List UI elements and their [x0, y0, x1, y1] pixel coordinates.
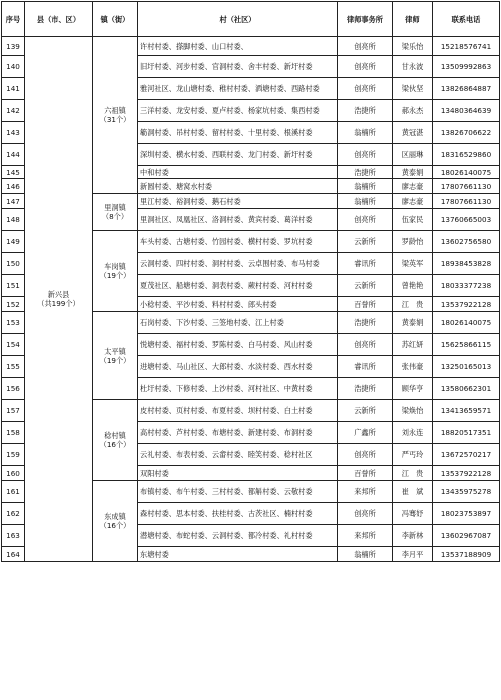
row-seq: 142: [2, 100, 25, 122]
row-lawyer: 罗龄怡: [393, 231, 433, 253]
town-cell-count: （16个）: [99, 521, 131, 530]
row-seq: 141: [2, 78, 25, 100]
header-town: 镇（街）: [93, 2, 138, 37]
row-village: 布镇村委、布午村委、三村村委、都斛村委、云敬村委: [138, 481, 338, 503]
row-village: 小稔村委、平沙村委、料村村委、郎头村委: [138, 297, 338, 312]
row-firm: 创亮所: [338, 334, 393, 356]
row-village: 高村村委、芦村村委、布塘村委、新建村委、布洞村委: [138, 422, 338, 444]
row-firm: 创亮所: [338, 37, 393, 56]
town-cell-name: 太平镇: [104, 346, 126, 356]
row-phone: 13435975278: [433, 481, 500, 503]
table-body: [2, 37, 500, 562]
row-village: 三洋村委、龙安村委、夏卢村委、杨家坑村委、集西村委: [138, 100, 338, 122]
row-village: 皮村村委、页村村委、布夏村委、坝村村委、白土村委: [138, 400, 338, 422]
row-lawyer: 廖志豪: [393, 179, 433, 194]
row-village: 东塘村委: [138, 547, 338, 562]
row-seq: 157: [2, 400, 25, 422]
row-lawyer: 张伟豪: [393, 356, 433, 378]
table-row: [2, 37, 500, 56]
header-firm: 律师事务所: [338, 2, 393, 37]
header-lawyer: 律师: [393, 2, 433, 37]
town-cell-count: （19个）: [99, 271, 131, 280]
row-seq: 156: [2, 378, 25, 400]
row-lawyer: 顾华亨: [393, 378, 433, 400]
row-phone: 18820517351: [433, 422, 500, 444]
row-village: 杜圩村委、下修村委、上沙村委、河村社区、中黄村委: [138, 378, 338, 400]
row-lawyer: 甘永波: [393, 56, 433, 78]
row-phone: 18023753897: [433, 503, 500, 525]
row-lawyer: 廖志豪: [393, 194, 433, 209]
page: [1, 1, 500, 562]
row-lawyer: 区丽琳: [393, 144, 433, 166]
row-firm: 睿讯所: [338, 253, 393, 275]
row-lawyer: 伍家民: [393, 209, 433, 231]
row-village: 雅河社区、龙山塘村委、稚村村委、洒塘村委、西路村委: [138, 78, 338, 100]
row-firm: 创亮所: [338, 209, 393, 231]
row-firm: 浩捷所: [338, 312, 393, 334]
town-cell: [93, 312, 138, 400]
row-lawyer: 李新林: [393, 525, 433, 547]
row-phone: 18026140075: [433, 166, 500, 179]
row-phone: 15218576741: [433, 37, 500, 56]
row-seq: 140: [2, 56, 25, 78]
town-cell: [93, 400, 138, 481]
row-firm: 浩捷所: [338, 166, 393, 179]
row-lawyer: 梁英军: [393, 253, 433, 275]
town-cell: [93, 481, 138, 562]
row-village: 潜塘村委、布蛇村委、云洞村委、都冷村委、礼村村委: [138, 525, 338, 547]
row-firm: 创亮所: [338, 503, 393, 525]
row-phone: 15625866115: [433, 334, 500, 356]
row-seq: 143: [2, 122, 25, 144]
town-cell-name: 车岗镇: [104, 262, 126, 271]
row-lawyer: 崔 斌: [393, 481, 433, 503]
row-firm: 浩捷所: [338, 378, 393, 400]
town-cell-count: （19个）: [99, 355, 131, 365]
row-seq: 146: [2, 179, 25, 194]
row-firm: 翁楠所: [338, 194, 393, 209]
row-seq: 153: [2, 312, 25, 334]
county-cell: [25, 37, 93, 562]
row-village: 云礼村委、布表村委、云畲村委、睦笑村委、稔村社区: [138, 444, 338, 466]
header-seq: 序号: [2, 2, 25, 37]
row-firm: 百誉所: [338, 297, 393, 312]
row-phone: 13580662301: [433, 378, 500, 400]
row-village: 深圳村委、横水村委、西联村委、龙门村委、新圩村委: [138, 144, 338, 166]
row-lawyer: 曾艳艳: [393, 275, 433, 297]
row-seq: 154: [2, 334, 25, 356]
town-cell-name: 六祖镇: [104, 106, 126, 115]
row-firm: 创亮所: [338, 444, 393, 466]
row-firm: 翁楠所: [338, 179, 393, 194]
row-lawyer: 严丐玲: [393, 444, 433, 466]
row-lawyer: 冯骞妤: [393, 503, 433, 525]
row-phone: 18938453828: [433, 253, 500, 275]
town-cell-name: 稔村镇: [104, 431, 126, 440]
row-firm: 翁楠所: [338, 547, 393, 562]
row-lawyer: 江 贵: [393, 297, 433, 312]
row-seq: 151: [2, 275, 25, 297]
town-cell: [93, 231, 138, 312]
row-phone: 18026140075: [433, 312, 500, 334]
row-firm: 浩捷所: [338, 100, 393, 122]
row-firm: 创亮所: [338, 78, 393, 100]
header-row: [2, 2, 500, 37]
row-phone: 18316529860: [433, 144, 500, 166]
row-phone: 18033377238: [433, 275, 500, 297]
row-lawyer: 江 贵: [393, 466, 433, 481]
town-cell-name: 东成镇: [104, 512, 126, 521]
row-village: 双阳村委: [138, 466, 338, 481]
row-phone: 17807661130: [433, 194, 500, 209]
row-firm: 睿讯所: [338, 356, 393, 378]
row-lawyer: 黄冠湛: [393, 122, 433, 144]
row-phone: 13602967087: [433, 525, 500, 547]
row-lawyer: 郝永杰: [393, 100, 433, 122]
row-lawyer: 梁伙坚: [393, 78, 433, 100]
header-phone: 联系电话: [433, 2, 500, 37]
row-seq: 145: [2, 166, 25, 179]
row-firm: 云新所: [338, 231, 393, 253]
row-firm: 云新所: [338, 275, 393, 297]
row-phone: 13413659571: [433, 400, 500, 422]
row-village: 夏茂社区、船塘村委、洞表村委、蕨村村委、河村村委: [138, 275, 338, 297]
row-phone: 13537922128: [433, 466, 500, 481]
row-seq: 161: [2, 481, 25, 503]
row-seq: 159: [2, 444, 25, 466]
town-cell-count: （31个）: [99, 115, 131, 124]
row-seq: 163: [2, 525, 25, 547]
row-phone: 13537188909: [433, 547, 500, 562]
row-village: 簕洞村委、吊村村委、留村村委、十里村委、根溪村委: [138, 122, 338, 144]
row-seq: 139: [2, 37, 25, 56]
row-village: 中和村委: [138, 166, 338, 179]
town-cell: [93, 194, 138, 231]
row-seq: 160: [2, 466, 25, 481]
row-lawyer: 梁焕怡: [393, 400, 433, 422]
row-firm: 云新所: [338, 400, 393, 422]
row-village: 车头村委、古塘村委、竹园村委、横村村委、罗坑村委: [138, 231, 338, 253]
row-seq: 152: [2, 297, 25, 312]
row-firm: 创亮所: [338, 56, 393, 78]
row-phone: 13826864887: [433, 78, 500, 100]
row-phone: 13509992863: [433, 56, 500, 78]
row-village: 旧圩村委、河步村委、官洞村委、舍丰村委、新圩村委: [138, 56, 338, 78]
row-seq: 164: [2, 547, 25, 562]
county-cell-count: （共199个）: [37, 299, 80, 308]
row-firm: 翁楠所: [338, 122, 393, 144]
row-seq: 158: [2, 422, 25, 444]
row-phone: 17807661130: [433, 179, 500, 194]
row-lawyer: 李月平: [393, 547, 433, 562]
town-cell-name: 里洞镇: [104, 203, 126, 212]
row-lawyer: 刘永连: [393, 422, 433, 444]
town-cell: [93, 37, 138, 194]
county-cell-name: 新兴县: [47, 290, 70, 299]
row-phone: 13826706622: [433, 122, 500, 144]
row-lawyer: 梁乐怡: [393, 37, 433, 56]
row-village: 里洞社区、凤凰社区、洛洞村委、黄宾村委、葛洋村委: [138, 209, 338, 231]
row-seq: 155: [2, 356, 25, 378]
row-seq: 162: [2, 503, 25, 525]
row-phone: 13602756580: [433, 231, 500, 253]
row-firm: 百誉所: [338, 466, 393, 481]
header-county: 县（市、区）: [25, 2, 93, 37]
row-village: 里江村委、裕洞村委、鹅石村委: [138, 194, 338, 209]
row-seq: 147: [2, 194, 25, 209]
lawyer-assignment-table: [1, 1, 500, 562]
row-firm: 创亮所: [338, 144, 393, 166]
row-lawyer: 黄泰娟: [393, 166, 433, 179]
row-seq: 148: [2, 209, 25, 231]
row-seq: 150: [2, 253, 25, 275]
row-village: 许村村委、搽脚村委、山口村委、: [138, 37, 338, 56]
row-firm: 广鑫所: [338, 422, 393, 444]
row-village: 进塘村委、马山社区、大郎村委、水淡村委、西水村委: [138, 356, 338, 378]
header-village: 村（社区）: [138, 2, 338, 37]
row-village: 石岗村委、下沙村委、三签地村委、江上村委: [138, 312, 338, 334]
row-phone: 13537922128: [433, 297, 500, 312]
row-village: 森村村委、思本村委、扶桂村委、古茨社区、楠村村委: [138, 503, 338, 525]
row-village: 悦塘村委、福村村委、罗陈村委、白马村委、风山村委: [138, 334, 338, 356]
row-phone: 13250165013: [433, 356, 500, 378]
row-phone: 13480364639: [433, 100, 500, 122]
town-cell-count: （16个）: [99, 440, 131, 449]
row-lawyer: 黄泰娟: [393, 312, 433, 334]
row-seq: 144: [2, 144, 25, 166]
row-phone: 13672570217: [433, 444, 500, 466]
town-cell-count: （8个）: [101, 212, 129, 221]
row-firm: 来邦所: [338, 481, 393, 503]
row-firm: 来邦所: [338, 525, 393, 547]
row-village: 云洞村委、四村村委、洞村村委、云卓围村委、布马村委: [138, 253, 338, 275]
row-lawyer: 苏红妍: [393, 334, 433, 356]
row-village: 新圆村委、塘窝水村委: [138, 179, 338, 194]
row-phone: 13760665003: [433, 209, 500, 231]
row-seq: 149: [2, 231, 25, 253]
